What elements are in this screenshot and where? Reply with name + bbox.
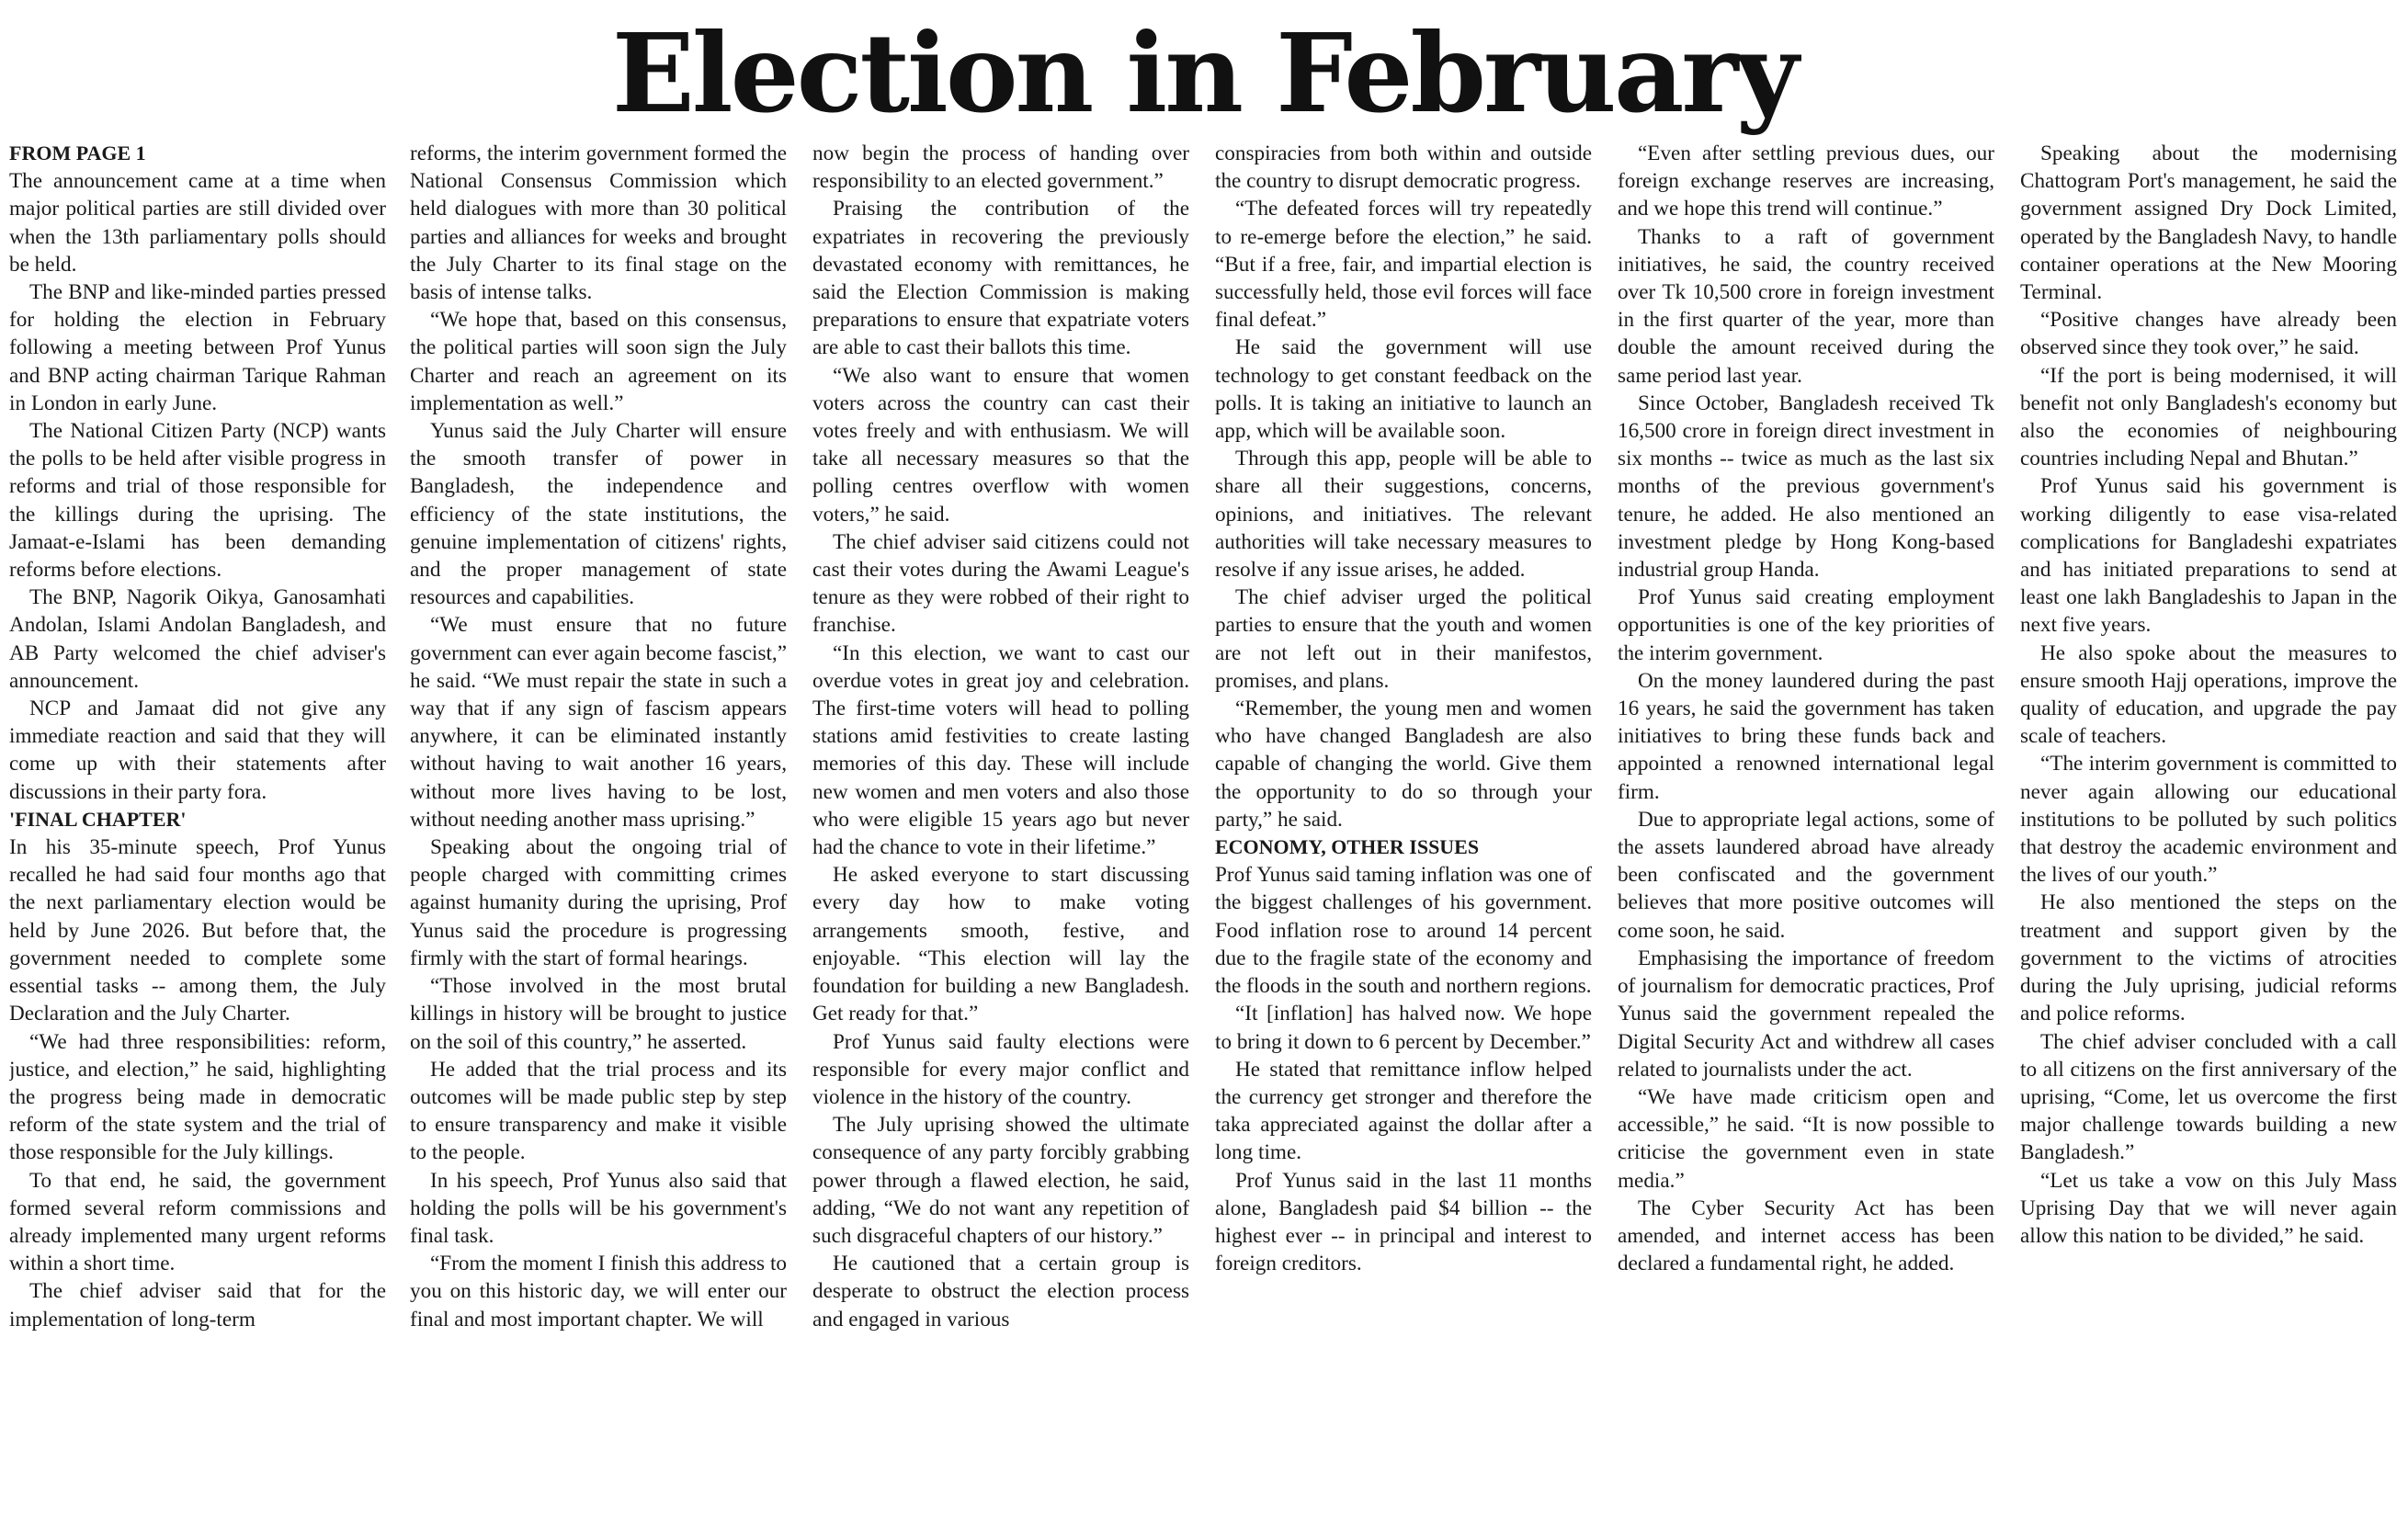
paragraph: The chief adviser urged the political parties to ensure that the youth and women are not left out in their manifestos, promises, and plans. (1215, 585, 1592, 693)
paragraph: Speaking about the modernising Chattogram Port's management, he said the government assigned Dry Dock Limited, operated by the Bangladesh Navy, to handle container operations at the New Mooring Terminal. (2020, 142, 2397, 305)
paragraph: Prof Yunus said faulty elections were responsible for every major conflict and violence in the history of the country. (812, 1029, 1189, 1109)
paragraph: “We have made criticism open and accessible,” he said. “It is now possible to criticise the government even in state media.” (1618, 1084, 1994, 1193)
paragraph: Yunus said the July Charter will ensure the smooth transfer of power in Bangladesh, the independence and efficiency of the state institutions, the genuine implementation of citizens' rights, and the proper management of state resources and capabilities. (410, 419, 787, 610)
paragraph: Thanks to a raft of government initiatives, he said, the country received over Tk 10,500 crore in foreign investment in the first quarter of the year, more than double the amount received during the same period last year. (1618, 224, 1994, 388)
paragraph: “Remember, the young men and women who have changed Bangladesh are also capable of changing the world. Give them the opportunity to do so through your party,” he said. (1215, 697, 1592, 832)
article-column-2 (410, 140, 787, 1527)
paragraph: Since October, Bangladesh received Tk 16,500 crore in foreign direct investment in six months -- twice as much as the last six months of the previous government's tenure, he added. He also mentioned an investment pledge by Hong Kong-based industrial group Handa. (1618, 391, 1994, 583)
paragraph: The National Citizen Party (NCP) wants the polls to be held after visible progress in reforms and trial of those responsible for the killings during the uprising. The Jamaat-e-Islami has been demanding reforms before elections. (9, 419, 386, 583)
paragraph: The BNP, Nagorik Oikya, Ganosamhati Andolan, Islami Andolan Bangladesh, and AB Party welcomed the chief adviser's announcement. (9, 585, 386, 693)
paragraph: “In this election, we want to cast our overdue votes in great joy and celebration. The first-time voters will head to polling stations amid festivities to create lasting memories of this day. These will include new women and men voters and also those who were eligible 15 years ago but never had the chance to vote in their lifetime.” (812, 640, 1189, 860)
paragraph: The chief adviser said citizens could not cast their votes during the Awami League's tenure as they were robbed of their right to franchise. (812, 529, 1189, 638)
paragraph: Prof Yunus said in the last 11 months alone, Bangladesh paid $4 billion -- the highest ever -- in principal and interest to foreign creditors. (1215, 1168, 1592, 1276)
paragraph: Prof Yunus said his government is working diligently to ease visa-related complications for Bangladeshi expatriates and has initiated preparations to send at least one lakh Bangladeshis to Japan in the next five years. (2020, 474, 2397, 638)
paragraph: “The interim government is committed to never again allowing our educational institutions to be polluted by such politics that destroy the academic environment and the lives of our youth.” (2020, 752, 2397, 888)
article-column-3 (812, 140, 1189, 1527)
paragraph: In his 35-minute speech, Prof Yunus recalled he had said four months ago that the next parliamentary election would be held by June 2026. But before that, the government needed to complete some essential tasks -- among them, the July Declaration and the July Charter. (9, 835, 386, 1026)
paragraph: The BNP and like-minded parties pressed for holding the election in February following a meeting between Prof Yunus and BNP acting chairman Tarique Rahman in London in early June. (9, 280, 386, 415)
paragraph: He also mentioned the steps on the treatment and support given by the government to the victims of atrocities during the July uprising, judicial reforms and police reforms. (2020, 890, 2397, 1026)
paragraph: Emphasising the importance of freedom of journalism for democratic practices, Prof Yunus said the government repealed the Digital Security Act and withdrew all cases related to journalists under the act. (1618, 946, 1994, 1082)
headline: Election in February (611, 9, 1797, 137)
paragraph: “It [inflation] has halved now. We hope to bring it down to 6 percent by December.” (1215, 1002, 1592, 1054)
paragraph: The July uprising showed the ultimate consequence of any party forcibly grabbing power through a flawed election, he said, adding, “We do not want any repetition of such disgraceful chapters of our history.” (812, 1113, 1189, 1248)
paragraph: Due to appropriate legal actions, some of the assets laundered abroad have already been confiscated and the government believes that more positive outcomes will come soon, he said. (1618, 807, 1994, 943)
paragraph: Prof Yunus said taming inflation was one of the biggest challenges of his government. Food inflation rose to around 14 percent due to the fragile state of the economy and the floods in the south and northern regions. (1215, 863, 1592, 999)
paragraph: Praising the contribution of the expatriates in recovering the previously devastated economy with remittances, he said the Election Commission is making preparations to ensure that expatriate voters are able to cast their ballots this time. (812, 197, 1189, 360)
article-column-1 (9, 140, 386, 1527)
paragraph: The announcement came at a time when major political parties are still divided over when the 13th parliamentary polls should be held. (9, 169, 386, 277)
article-column-4 (1215, 140, 1592, 1527)
paragraph: The chief adviser said that for the implementation of long-term (9, 1279, 386, 1332)
article-column-6 (2020, 140, 2397, 1527)
paragraph: “Even after settling previous dues, our foreign exchange reserves are increasing, and we hope this trend will continue.” (1618, 142, 1994, 221)
subheading: ECONOMY, OTHER ISSUES (1215, 835, 1480, 859)
paragraph: Prof Yunus said creating employment opportunities is one of the key priorities of the interim government. (1618, 585, 1994, 665)
paragraph: “Let us take a vow on this July Mass Uprising Day that we will never again allow this nation to be divided,” he said. (2020, 1168, 2397, 1248)
paragraph: “Positive changes have already been observed since they took over,” he said. (2020, 308, 2397, 360)
paragraph: “From the moment I finish this address to you on this historic day, we will enter our final and most important chapter. We will (410, 1252, 787, 1332)
paragraph: On the money laundered during the past 16 years, he said the government has taken initiatives to bring these funds back and appointed a renowned international legal firm. (1618, 668, 1994, 804)
paragraph: Through this app, people will be able to share all their suggestions, concerns, opinions, and initiatives. The relevant authorities will take necessary measures to resolve if any issue arises, he added. (1215, 447, 1592, 583)
paragraph: “We also want to ensure that women voters across the country can cast their votes freely and with enthusiasm. We will take all necessary measures so that the polling centres overflow with women voters,” he said. (812, 363, 1189, 527)
paragraph: “We hope that, based on this consensus, the political parties will soon sign the July Charter and reach an agreement on its implementation as well.” (410, 308, 787, 415)
paragraph: The chief adviser concluded with a call to all citizens on the first anniversary of the uprising, “Come, let us overcome the first major challenge towards building a new Bangladesh.” (2020, 1029, 2397, 1165)
paragraph: He asked everyone to start discussing every day how to make voting arrangements smooth, festive, and enjoyable. “This election will lay the foundation for building a new Bangladesh. Get ready for that.” (812, 863, 1189, 1026)
paragraph: “We must ensure that no future government can ever again become fascist,” he said. “We must repair the state in such a way that if any sign of fascism appears anywhere, it can be eliminated instantly without having to wait another 16 years, without more lives having to be lost, without needing another mass uprising.” (410, 613, 787, 832)
paragraph: “The defeated forces will try repeatedly to re-emerge before the election,” he said. “But if a free, fair, and impartial election is successfully held, those evil forces will face final defeat.” (1215, 197, 1592, 333)
paragraph: “We had three responsibilities: reform, justice, and election,” he said, highlighting the progress being made in democratic reform of the state system and the trial of those responsible for the July killings. (9, 1029, 386, 1165)
paragraph: He stated that remittance inflow helped the currency get stronger and therefore the taka appreciated against the dollar after a long time. (1215, 1057, 1592, 1165)
paragraph: He also spoke about the measures to ensure smooth Hajj operations, improve the quality of education, and upgrade the pay scale of teachers. (2020, 640, 2397, 749)
subheading: FROM PAGE 1 (9, 142, 146, 164)
paragraph: “Those involved in the most brutal killings in history will be brought to justice on the soil of this country,” he asserted. (410, 974, 787, 1054)
paragraph: He said the government will use technology to get constant feedback on the polls. It is taking an initiative to launch an app, which will be available soon. (1215, 335, 1592, 444)
paragraph: NCP and Jamaat did not give any immediate reaction and said that they will come up with their statements after discussions in their party fora. (9, 697, 386, 804)
paragraph: The Cyber Security Act has been amended, and internet access has been declared a fundamental right, he added. (1618, 1196, 1994, 1276)
paragraph: To that end, he said, the government formed several reform commissions and already implemented many urgent reforms within a short time. (9, 1168, 386, 1276)
paragraph: reforms, the interim government formed the National Consensus Commission which held dialogues with more than 30 political parties and alliances for weeks and brought the July Charter to its final stage on the basis of intense talks. (410, 142, 787, 305)
paragraph: Speaking about the ongoing trial of people charged with committing crimes against humanity during the uprising, Prof Yunus said the procedure is progressing firmly with the start of formal hearings. (410, 835, 787, 970)
article-column-5 (1618, 140, 1994, 1527)
paragraph: In his speech, Prof Yunus also said that holding the polls will be his government's final task. (410, 1168, 787, 1248)
paragraph: now begin the process of handing over responsibility to an elected government.” (812, 142, 1189, 194)
paragraph: He cautioned that a certain group is desperate to obstruct the election process and engaged in various (812, 1252, 1189, 1332)
subheading: 'FINAL CHAPTER' (9, 807, 187, 831)
paragraph: “If the port is being modernised, it will benefit not only Bangladesh's economy but also the economies of neighbouring countries including Nepal and Bhutan.” (2020, 363, 2397, 471)
paragraph: conspiracies from both within and outside the country to disrupt democratic progress. (1215, 142, 1592, 194)
paragraph: He added that the trial process and its outcomes will be made public step by step to ensure transparency and make it visible to the people. (410, 1057, 787, 1165)
